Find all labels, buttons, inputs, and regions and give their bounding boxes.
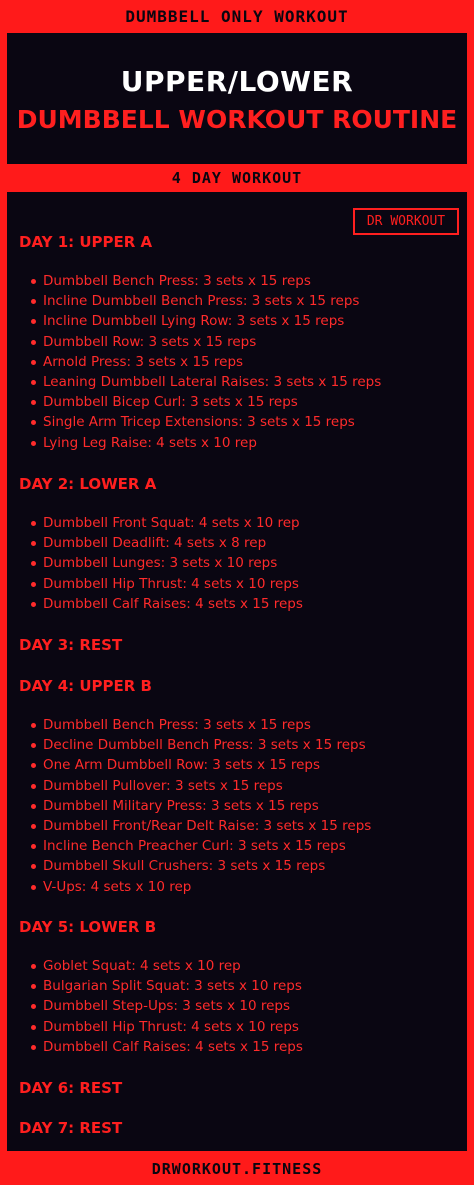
day-1-exercise-list xyxy=(0,271,381,453)
footer-banner xyxy=(0,1152,474,1185)
exercise-item: Incline Dumbbell Bench Press: 3 sets x 15 reps xyxy=(0,291,381,311)
day-4-heading: DAY 4: UPPER B xyxy=(19,677,152,695)
exercise-item: Arnold Press: 3 sets x 15 reps xyxy=(0,352,381,372)
day-1-heading: DAY 1: UPPER A xyxy=(19,233,153,251)
day-4-exercise-list xyxy=(0,715,371,897)
top-banner-text: DUMBBELL ONLY WORKOUT xyxy=(125,6,349,26)
exercise-item: Dumbbell Calf Raises: 4 sets x 15 reps xyxy=(0,1037,303,1057)
exercise-item: Incline Dumbbell Lying Row: 3 sets x 15 reps xyxy=(0,311,381,331)
day-2-exercise-list xyxy=(0,513,303,614)
exercise-item: Decline Dumbbell Bench Press: 3 sets x 15 reps xyxy=(0,735,371,755)
exercise-item: Dumbbell Hip Thrust: 4 sets x 10 reps xyxy=(0,1017,303,1037)
exercise-item: Dumbbell Bench Press: 3 sets x 15 reps xyxy=(0,271,381,291)
brand-badge xyxy=(353,208,459,235)
page-title: UPPER/LOWER xyxy=(120,65,354,98)
exercise-item: Dumbbell Bicep Curl: 3 sets x 15 reps xyxy=(0,392,381,412)
header-panel xyxy=(7,33,467,164)
exercise-item: Lying Leg Raise: 4 sets x 10 rep xyxy=(0,433,381,453)
exercise-item: Dumbbell Pullover: 3 sets x 15 reps xyxy=(0,776,371,796)
top-banner xyxy=(0,0,474,32)
day-6-heading: DAY 6: REST xyxy=(19,1079,123,1097)
exercise-item: Dumbbell Deadlift: 4 sets x 8 rep xyxy=(0,533,303,553)
exercise-item: Dumbbell Front/Rear Delt Raise: 3 sets x 15 reps xyxy=(0,816,371,836)
day-5-heading: DAY 5: LOWER B xyxy=(19,918,157,936)
exercise-item: One Arm Dumbbell Row: 3 sets x 15 reps xyxy=(0,755,371,775)
exercise-item: Dumbbell Bench Press: 3 sets x 15 reps xyxy=(0,715,371,735)
workout-count-text: 4 DAY WORKOUT xyxy=(171,169,303,187)
exercise-item: Dumbbell Row: 3 sets x 15 reps xyxy=(0,332,381,352)
day-3-heading: DAY 3: REST xyxy=(19,636,123,654)
brand-badge-text: DR WORKOUT xyxy=(366,214,446,229)
exercise-item: Dumbbell Hip Thrust: 4 sets x 10 reps xyxy=(0,574,303,594)
footer-url: DRWORKOUT.FITNESS xyxy=(151,1159,323,1178)
exercise-item: Dumbbell Lunges: 3 sets x 10 reps xyxy=(0,553,303,573)
exercise-item: Bulgarian Split Squat: 3 sets x 10 reps xyxy=(0,976,303,996)
workout-count-banner xyxy=(0,165,474,191)
exercise-item: V-Ups: 4 sets x 10 rep xyxy=(0,877,371,897)
exercise-item: Leaning Dumbbell Lateral Raises: 3 sets x 15 reps xyxy=(0,372,381,392)
exercise-item: Dumbbell Calf Raises: 4 sets x 15 reps xyxy=(0,594,303,614)
day-2-heading: DAY 2: LOWER A xyxy=(19,475,157,493)
page-subtitle: DUMBBELL WORKOUT ROUTINE xyxy=(16,105,458,134)
exercise-item: Dumbbell Front Squat: 4 sets x 10 rep xyxy=(0,513,303,533)
exercise-item: Dumbbell Skull Crushers: 3 sets x 15 reps xyxy=(0,856,371,876)
day-5-exercise-list xyxy=(0,956,303,1057)
exercise-item: Incline Bench Preacher Curl: 3 sets x 15 reps xyxy=(0,836,371,856)
exercise-item: Dumbbell Step-Ups: 3 sets x 10 reps xyxy=(0,996,303,1016)
exercise-item: Single Arm Tricep Extensions: 3 sets x 15 reps xyxy=(0,412,381,432)
day-7-heading: DAY 7: REST xyxy=(19,1119,123,1137)
exercise-item: Goblet Squat: 4 sets x 10 rep xyxy=(0,956,303,976)
exercise-item: Dumbbell Military Press: 3 sets x 15 reps xyxy=(0,796,371,816)
